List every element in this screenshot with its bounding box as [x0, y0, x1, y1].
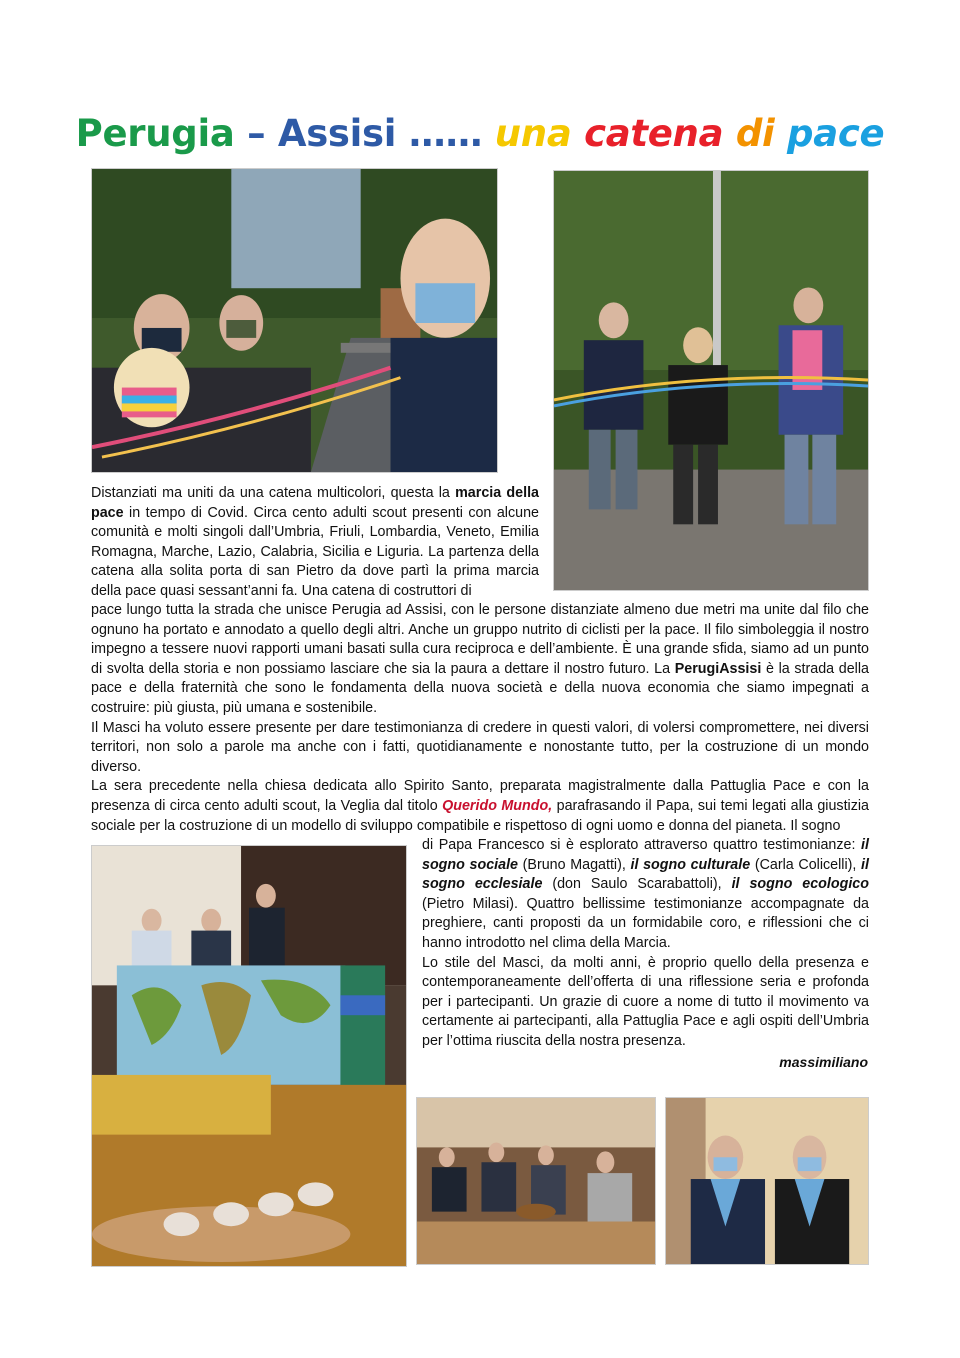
sogno-culturale: il sogno culturale	[630, 856, 751, 873]
sogno-ecclesiale: il sogno ecclesiale	[422, 856, 869, 893]
photo-trio-road	[553, 170, 869, 591]
title-assisi: Assisi	[277, 112, 397, 155]
sogno-sociale: il sogno sociale	[422, 837, 869, 873]
title-perugia: Perugia	[75, 112, 235, 155]
style-paragraph: Lo stile del Masci, da molti anni, è proprio quello della presenza e contemporaneamente dell’offerta di una riflessione seria e profonda per i partecipanti. Un grazie di cuore a nome di tutto il movimento va certamente ai partecipanti, alla Pattuglia Pace e agli ospiti dell’Umbria per l’ottima riuscita della nostra presenza.	[422, 954, 869, 1049]
title-dash: –	[234, 112, 278, 155]
perugiassisi-bold: PerugiAssisi	[674, 660, 762, 677]
intro-paragraph: Distanziati ma uniti da una catena multicolori, questa la marcia della pace in tempo di Covid. Circa cento adulti scout presenti con alcune comunità e molti singoli dall’Umbria, Friuli, Lombardia, Veneto, Emilia Romagna, Marche, Lazio, Calabria, Sicilia e Liguria. La partenza della catena alla solita porta di san Pietro da dove partì la prima marcia della pace quasi sessant’anni fa. Una catena di costruttori di	[91, 485, 539, 599]
intro-paragraph-continued: pace lungo tutta la strada che unisce Perugia ad Assisi, con le persone distanziate almeno due metri ma unite dal filo che ognuno ha portato e annodato a quello degli altri. Anche un gruppo nutrito di ciclisti per la pace. Il filo simboleggia il nostro impegno a tessere nuovi rapporti umani basati sulla cura reciproca e dell’ambiente. È una grande sfida, siamo ad un punto di svolta della storia e non possiamo lasciare che sia la paura a dettare il nostro futuro. La PerugiAssisi è la strada della pace e della fraternità che sono le fondamenta della nuova società e della nuova economia che siamo impegnati a costruire: più giusta, più umana e sostenibile. Il Masci ha voluto essere presente per dare testimonianza di credere in questi valori, di volersi compromettere, nei diversi territori, non solo a parole ma anche con i fatti, quotidianamente e nonostante tutto, per la costruzione di un mondo diverso. La sera precedente nella chiesa dedicata allo Spirito Santo, preparata magistralmente dalla Pattuglia Pace e con la presenza di circa cento adulti scout, la Veglia dal titolo Querido Mundo, parafrasando il Papa, sui temi legati alla giustizia sociale per la costruzione di un modello di sviluppo compatibile e rispettoso di ogni uomo e donna del pianeta. Il sogno	[91, 601, 869, 836]
photo-vigil-world-map	[91, 845, 407, 1267]
title-una: una	[494, 112, 572, 155]
photo-selfie-chain	[91, 168, 498, 473]
title-pace: pace	[787, 112, 885, 155]
photo-musicians	[416, 1097, 656, 1265]
title-catena: catena	[584, 112, 724, 155]
title-di: di	[735, 112, 775, 155]
title-dots: ……	[396, 112, 495, 155]
vigil-paragraph: La sera precedente nella chiesa dedicata allo Spirito Santo, preparata magistralmente dalla Pattuglia Pace e con la presenza di circa cento adulti scout, la Veglia dal titolo Querido Mundo, parafrasando il Papa, sui temi legati alla giustizia sociale per la costruzione di un modello di sviluppo compatibile e rispettoso di ogni uomo e donna del pianeta. Il sogno	[91, 778, 869, 834]
signature: massimiliano	[779, 1054, 868, 1070]
page-title	[0, 112, 960, 155]
querido-mundo-title: Querido Mundo,	[442, 797, 553, 814]
testimonies-paragraph: di Papa Francesco si è esplorato attraverso quattro testimonianze: il sogno sociale (Bruno Magatti), il sogno culturale (Carla Colicelli), il sogno ecclesiale (don Saulo Scarabattoli), il sogno ecologico (Pietro Milasi). Quattro bellissime testimonianze accompagnate da preghiere, canti proposti da un formidabile coro, e riflessioni che ci hanno introdotto nel clima della Marcia. Lo stile del Masci, da molti anni, è proprio quello della presenza e contemporaneamente dell’offerta di una riflessione seria e profonda per i partecipanti. Un grazie di cuore a nome di tutto il movimento va certamente ai partecipanti, alla Pattuglia Pace e agli ospiti dell’Umbria per l’ottima riuscita della nostra presenza.	[422, 836, 869, 1052]
sogno-ecologico: il sogno ecologico	[731, 876, 869, 893]
marcia-pace-bold: marcia della pace	[91, 485, 539, 521]
masci-paragraph: Il Masci ha voluto essere presente per dare testimonianza di credere in questi valori, di volersi compromettere, nei diversi territori, non solo a parole ma anche con i fatti, quotidianamente e nonostante tutto, per la costruzione di un mondo diverso.	[91, 719, 869, 775]
photo-couple-scarves	[665, 1097, 869, 1265]
